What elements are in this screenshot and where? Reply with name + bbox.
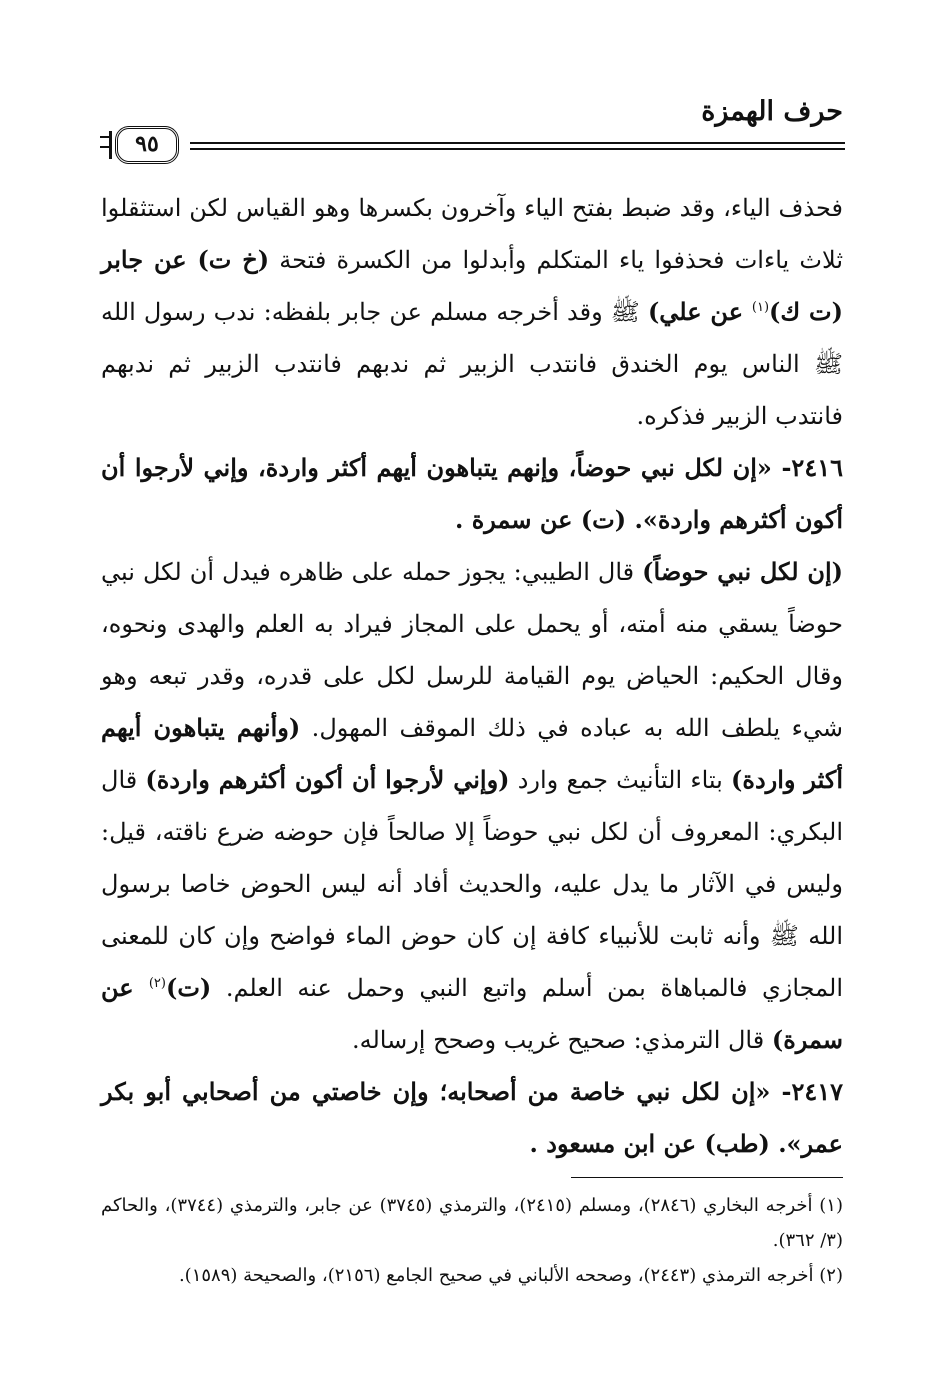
paragraph-text: فحذف الياء، وقد ضبط بفتح الياء وآخرون بكسرها وهو القياس لكن استثقلوا ثلاث ياءات فحذفوا ياء المتكلم وأبدلوا من الكسرة فتحة (101, 194, 843, 274)
footnote-1: (١) أخرجه البخاري (٢٨٤٦)، ومسلم (٢٤١٥)، والترمذي (٣٧٤٥) عن جابر، والترمذي (٣٧٤٤)، والحاكم (٣/ ٣٦٢). (101, 1195, 843, 1251)
paragraph-text: ﷺ وقد أخرجه مسلم عن جابر بلفظه: ندب رسول الله ﷺ الناس يوم الخندق فانتدب الزبير ثم ندبهم فانتدب الزبير ثم ندبهم فانتدب الزبير فذكره. (101, 298, 843, 430)
footnote-separator (571, 1177, 843, 1178)
paragraph-text: قال الطيبي: يجوز حمله على ظاهره فيدل أن لكل نبي حوضاً يسقي منه أمته، أو يحمل على المجاز فيراد به العلم والهدى ونحوه، وقال الحكيم: الحياض يوم القيامة للرسل لكل على قدره، وقدر تبعه وهو شيء يلطف الله به عباده في ذلك الموقف المهول. (101, 558, 843, 742)
hadith-2417 (101, 1066, 843, 1170)
main-text (101, 182, 843, 1170)
hadith-text: «إن لكل نبي حوضاً، وإنهم يتباهون أيهم أكثر واردة، وإني لأرجوا أن أكون أكثرهم واردة». (ت) عن سمرة . (101, 453, 843, 534)
quoted-phrase: (إن لكل نبي حوضاً) (642, 557, 843, 586)
footnote-2: (٢) أخرجه الترمذي (٢٤٤٣)، وصححه الألباني في صحيح الجامع (٢١٥٦)، والصحيحة (١٥٨٩). (178, 1265, 843, 1286)
footnotes (101, 1188, 843, 1293)
paragraph-text: قال الترمذي: صحيح غريب وصحح إرساله. (351, 1026, 772, 1054)
hadith-number: ٢٤١٧- (770, 1077, 843, 1106)
paragraph-text: قال البكري: المعروف أن لكل نبي حوضاً إلا صالحاً فإن حوضه ضرع ناقته، قيل: وليس في الآثار ما يدل عليه، والحديث أفاد أنه ليس الحوض خاصا برسول الله ﷺ وأنه ثابت للأنبياء كافة إن كان حوض الماء فواضح وإن كان للمعنى المجازي فالمباهاة بمن أسلم واتبع النبي وحمل عنه العلم. (101, 766, 844, 1002)
source-reference: (خ ت) عن جابر (ت ك) (101, 245, 843, 326)
paragraph-text: بتاء التأنيث جمع وارد (509, 766, 732, 794)
running-title: حرف الهمزة (701, 96, 843, 127)
hadith-text: «إن لكل نبي خاصة من أصحابه؛ وإن خاصتي من أصحابي أبو بكر عمر». (طب) عن ابن مسعود . (101, 1077, 843, 1158)
quoted-phrase: (وإني لأرجوا أن أكون أكثرهم واردة) (145, 765, 510, 794)
header-rule (190, 142, 845, 150)
quoted-phrase: (وأنهم يتباهون أيهم أكثر واردة) (101, 713, 844, 794)
source-reference: (ت) (165, 973, 212, 1002)
commentary-paragraph-1 (101, 182, 843, 442)
hadith-2416 (101, 442, 843, 546)
commentary-paragraph-2 (101, 546, 843, 1066)
source-reference: عن سمرة) (101, 973, 843, 1054)
hadith-number: ٢٤١٦- (771, 453, 843, 482)
footnote-marker-1: (١) (751, 300, 770, 315)
page-number: ٩٥ (115, 126, 179, 164)
footnote-marker-2: (٢) (148, 976, 166, 991)
source-reference: عن علي) (647, 297, 752, 326)
